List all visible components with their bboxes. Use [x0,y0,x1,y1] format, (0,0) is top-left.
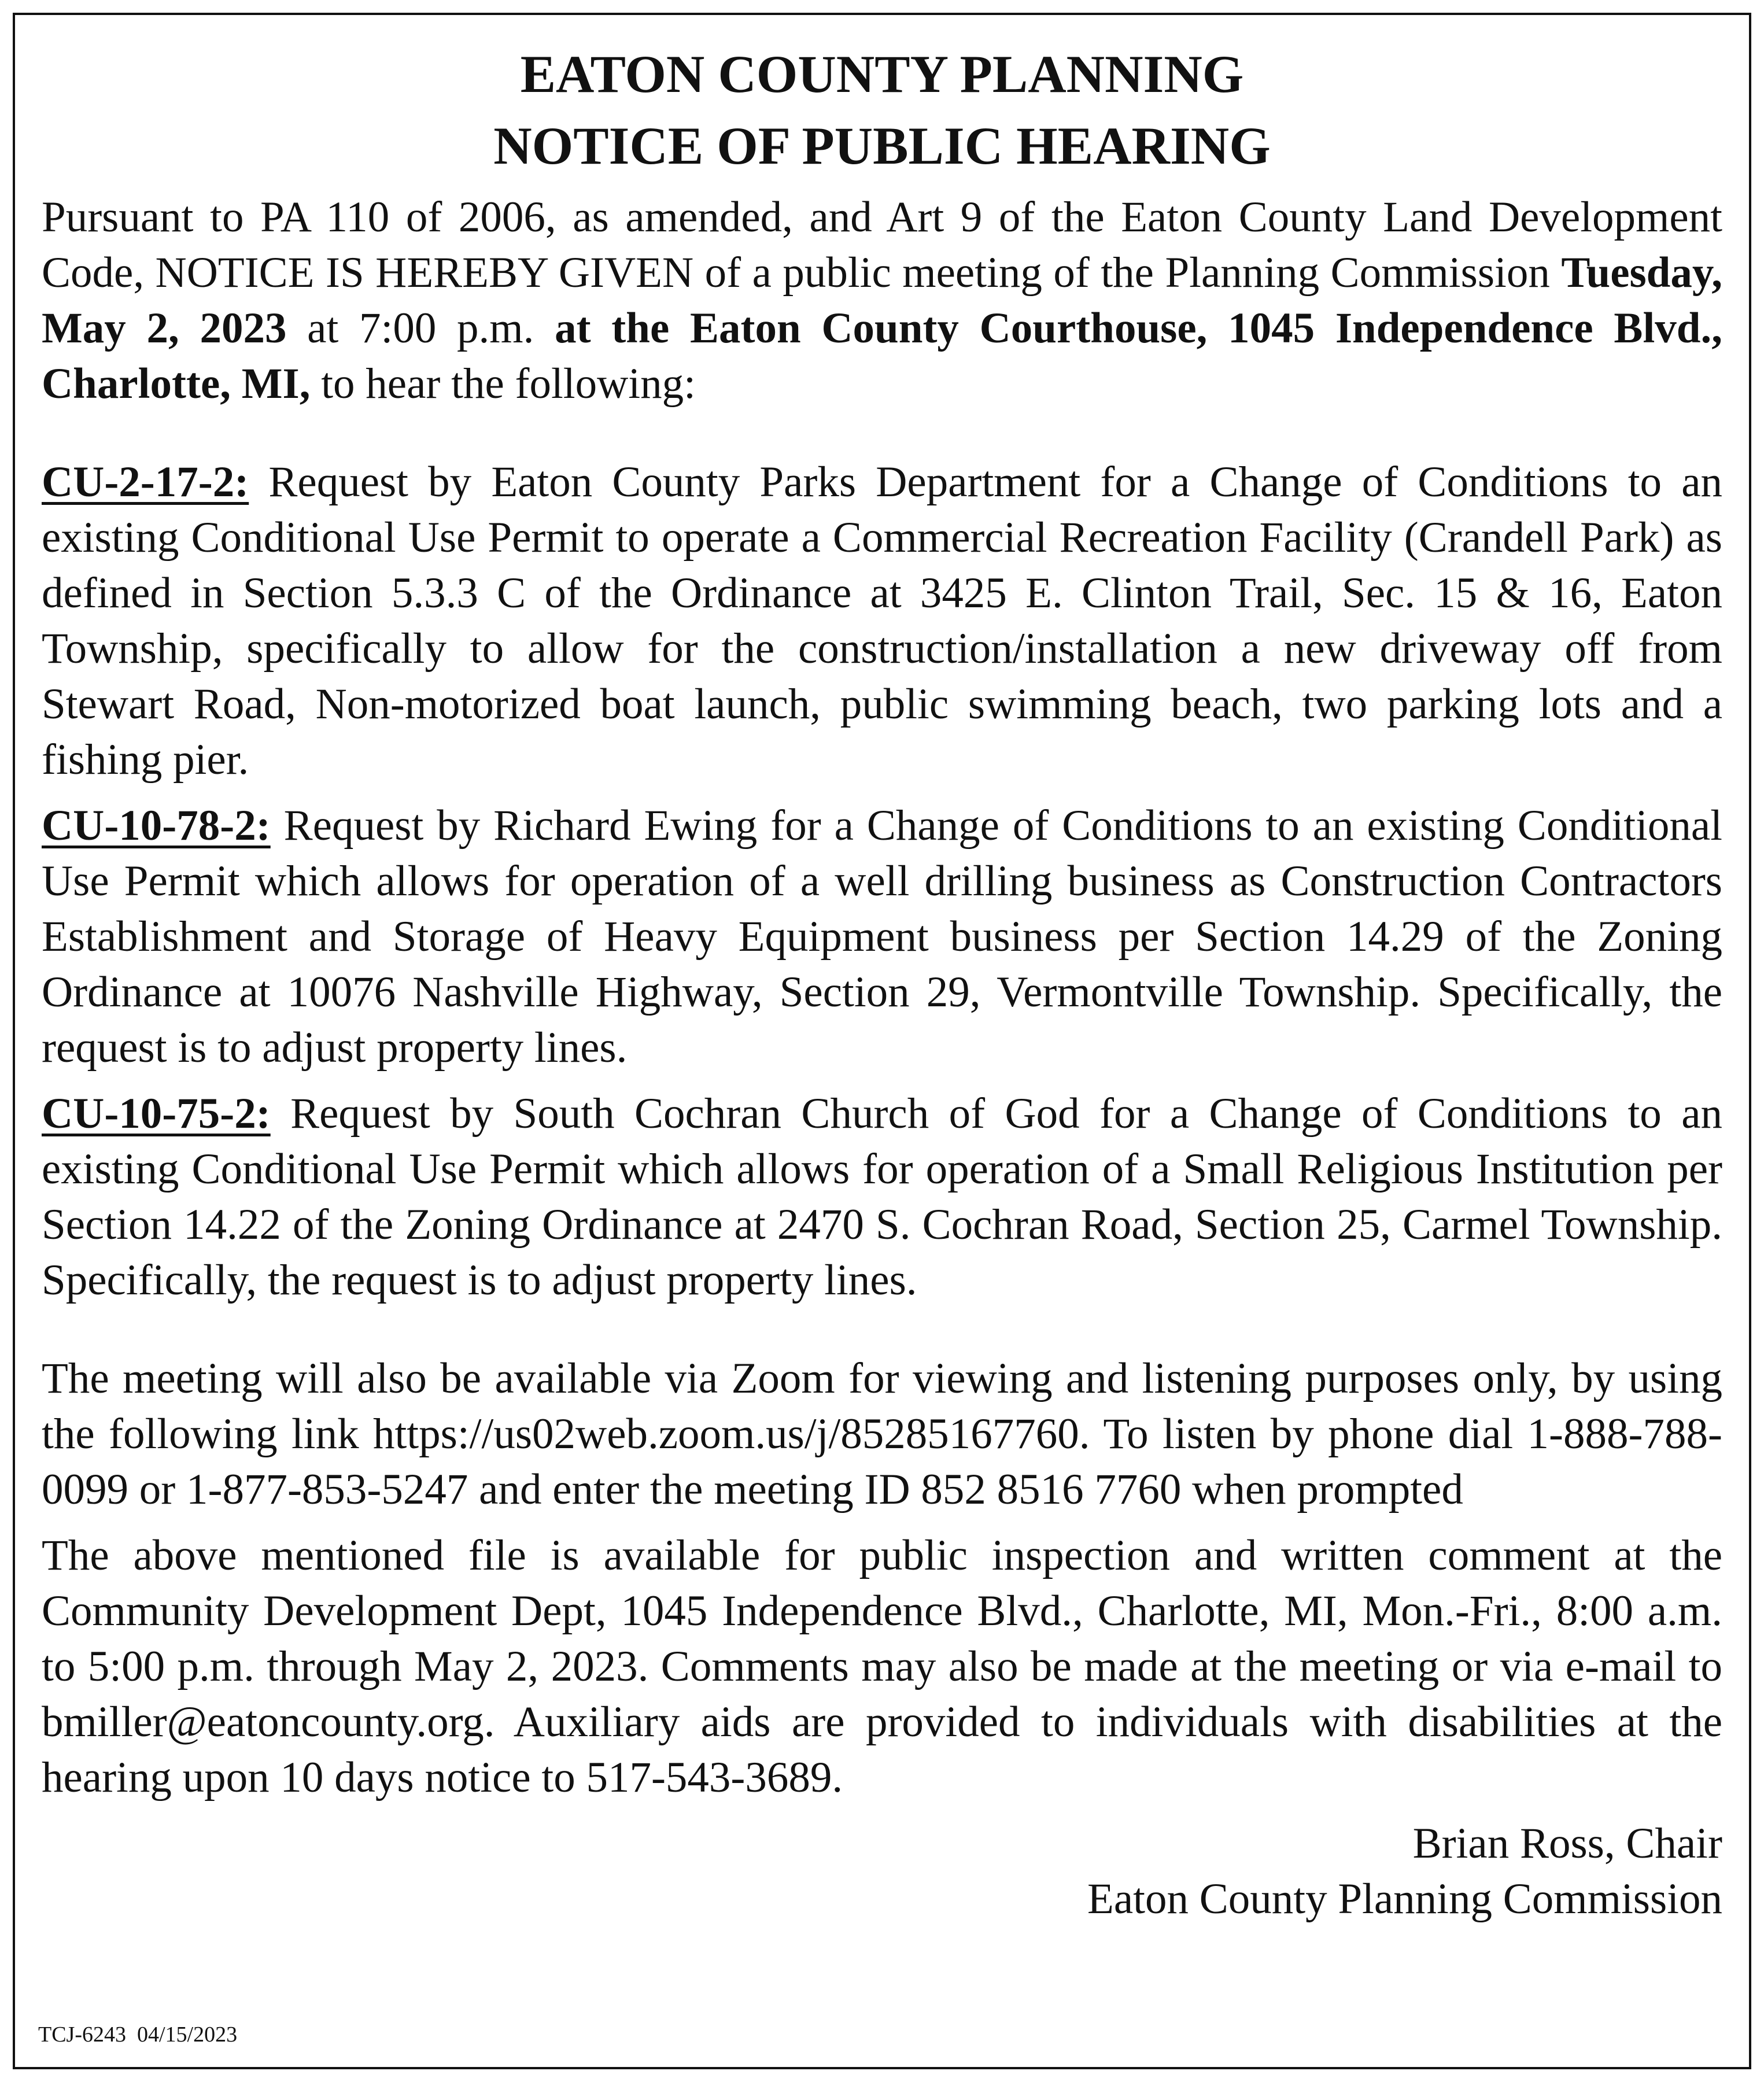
intro-text-1: Pursuant to PA 110 of 2006, as amended, and Art 9 of the Eaton County Land Development Code, NOTICE IS HEREBY GIVEN of a public meeting of the Planning Commission [42,193,1722,297]
case-paragraph-cu-2-17-2 [42,455,1722,788]
meeting-location: at the Eaton County Courthouse, 1045 Independence Blvd., Charlotte, MI, [42,304,1722,408]
meeting-date: Tuesday, May 2, 2023 [42,249,1722,352]
case-description: Request by South Cochran Church of God for a Change of Conditions to an existing Conditional Use Permit which allows for operation of a Small Religious Institution per Section 14.22 of the Zoning Ordinance at 2470 S. Cochran Road, Section 25, Carmel Township. Specifically, the request is to adjust property lines. [42,1090,1722,1304]
inspection-paragraph: The above mentioned file is available for public inspection and written comment at the Community Development Dept, 1045 Independence Blvd., Charlotte, MI, Mon.-Fri., 8:00 a.m. to 5:00 p.m. through May 2, 2023. Comments may also be made at the meeting or via e-mail to bmiller@eatoncounty.org. Auxiliary aids are provided to individuals with disabilities at the hearing upon 10 days notice to 517-543-3689. [42,1531,1722,1802]
section-spacer [42,1076,1722,1086]
notice-title-line-2: NOTICE OF PUBLIC HEARING [493,116,1271,175]
case-id: CU-10-75-2: [42,1090,271,1138]
section-spacer [42,1308,1722,1351]
publication-code: TCJ-6243 04/15/2023 [38,2022,238,2047]
section-spacer [42,788,1722,798]
case-paragraph-cu-10-75-2 [42,1086,1722,1308]
signature-name: Brian Ross, Chair [1412,1819,1722,1867]
intro-text-2: at 7:00 p.m. [286,304,555,352]
notice-title-line-1: EATON COUNTY PLANNING [520,45,1244,104]
section-spacer [42,1806,1722,1816]
signature-organization: Eaton County Planning Commission [1087,1875,1722,1923]
public-hearing-notice [13,13,1751,2069]
case-id: CU-10-78-2: [42,802,271,850]
section-spacer [42,412,1722,455]
section-spacer [42,1518,1722,1528]
zoom-paragraph: The meeting will also be available via Zoom for viewing and listening purposes only, by using the following link https://us02web.zoom.us/j/85285167760. To listen by phone dial 1-888-788-0099 or 1-877-853-5247 and enter the meeting ID 852 8516 7760 when prompted [42,1354,1722,1513]
intro-paragraph [42,190,1722,412]
case-id: CU-2-17-2: [42,458,249,506]
case-description: Request by Richard Ewing for a Change of Conditions to an existing Conditional Use Permit which allows for operation of a well drilling business as Construction Contractors Establishment and Storage of Heavy Equipment business per Section 14.29 of the Zoning Ordinance at 10076 Nashville Highway, Section 29, Vermontville Township. Specifically, the request is to adjust property lines. [42,802,1722,1072]
case-description: Request by Eaton County Parks Department for a Change of Conditions to an existing Conditional Use Permit to operate a Commercial Recreation Facility (Crandell Park) as defined in Section 5.3.3 C of the Ordinance at 3425 E. Clinton Trail, Sec. 15 & 16, Eaton Township, specifically to allow for the construction/installation a new driveway off from Stewart Road, Non-motorized boat launch, public swimming beach, two parking lots and a fishing pier. [42,458,1722,784]
case-paragraph-cu-10-78-2 [42,798,1722,1076]
intro-text-3: to hear the following: [310,360,696,408]
